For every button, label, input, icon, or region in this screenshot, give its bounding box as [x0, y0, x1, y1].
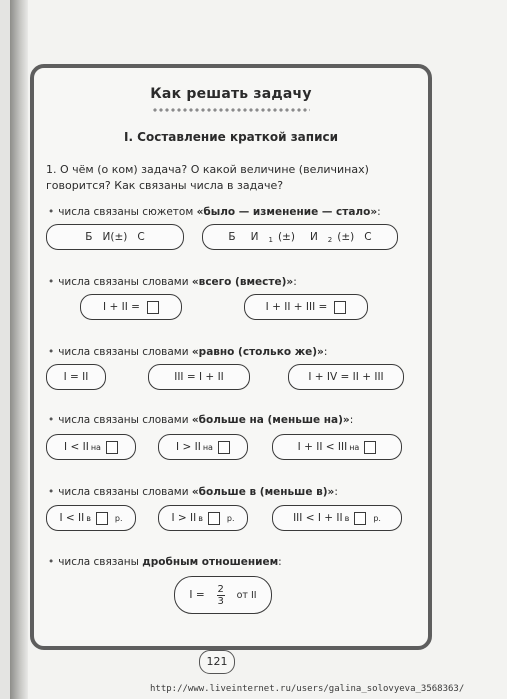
bullet-lead: числа связаны словами — [58, 486, 192, 498]
watermark-url: http://www.liveinternet.ru/users/galina_solovyeva_3568363/ — [150, 684, 465, 694]
formula-sum-three — [244, 294, 368, 320]
formula-text: I + II < III — [297, 441, 348, 453]
formula-word: на — [202, 442, 213, 452]
formula-word: р. — [114, 513, 123, 523]
bullet-bold: дробным отношением — [142, 556, 279, 568]
formula-text: I = — [189, 589, 205, 601]
formula-term: Б — [228, 231, 236, 243]
formula-equal-3 — [288, 364, 404, 390]
bullet-lead: числа связаны — [58, 556, 143, 568]
section-subtitle: I. Составление краткой записи — [123, 130, 338, 144]
formula-word: в — [86, 513, 91, 523]
fraction-numerator: 2 — [217, 583, 224, 595]
formula-text: III = I + II — [174, 371, 224, 383]
formula-less-times — [46, 505, 136, 531]
formula-more-by — [158, 434, 248, 460]
formula-word: в — [198, 513, 203, 523]
title-dotted-divider — [152, 108, 310, 112]
empty-box — [147, 301, 159, 314]
bullet-times — [48, 486, 338, 498]
bullet-bold: «больше в (меньше в)» — [191, 486, 335, 498]
formula-sum-less-by — [272, 434, 402, 460]
empty-box — [364, 441, 376, 454]
formula-sum-two — [80, 294, 182, 320]
bullet-tail: : — [349, 414, 354, 426]
bullet-lead: числа связаны словами — [58, 346, 192, 358]
empty-box — [334, 301, 346, 314]
bullet-dot: • — [48, 346, 55, 358]
bullet-tail: : — [377, 206, 381, 218]
bullet-tail: : — [323, 346, 328, 358]
formula-b-i1-i2-c — [202, 224, 398, 250]
bullet-bold: «всего (вместе)» — [191, 276, 294, 288]
empty-box — [106, 441, 118, 454]
formula-text: I > II — [171, 512, 197, 524]
bullet-fraction — [48, 556, 282, 568]
formula-b-i-c — [46, 224, 184, 250]
formula-equal-1 — [46, 364, 106, 390]
formula-sign: (±) — [277, 230, 295, 243]
formula-text: I + II + III = — [265, 301, 328, 313]
empty-box — [208, 512, 220, 525]
formula-text: I < II — [59, 512, 85, 524]
formula-sum-times — [272, 505, 402, 531]
bullet-dot: • — [48, 556, 55, 568]
formula-text: от II — [236, 589, 257, 601]
bullet-dot: • — [48, 414, 55, 426]
empty-box — [354, 512, 366, 525]
formula-text: I > II — [176, 441, 201, 453]
page-title: Как решать задачу — [150, 86, 312, 102]
formula-text: I + II = — [103, 301, 140, 313]
empty-box — [218, 441, 230, 454]
bullet-bold: «равно (столько же)» — [191, 346, 324, 358]
formula-text: III < I + II — [293, 512, 343, 524]
formula-term — [246, 231, 295, 244]
formula-term: С — [364, 231, 372, 243]
formula-word: на — [349, 442, 360, 452]
bullet-more-by — [48, 414, 353, 426]
bullet-bold: «было — изменение — стало» — [196, 206, 378, 218]
fraction — [212, 584, 230, 607]
page-number: 121 — [199, 650, 235, 674]
bullet-lead: числа связаны словами — [58, 414, 192, 426]
formula-letter: И — [309, 230, 318, 243]
empty-box — [96, 512, 108, 525]
bullet-story — [48, 206, 381, 218]
bullet-lead: числа связаны словами — [58, 276, 192, 288]
bullet-bold: «больше на (меньше на)» — [191, 414, 350, 426]
formula-text: I < II — [64, 441, 89, 453]
formula-less-by — [46, 434, 136, 460]
formula-term — [305, 231, 354, 244]
formula-equal-2 — [148, 364, 250, 390]
formula-fraction — [174, 576, 272, 614]
formula-text: I = II — [63, 371, 89, 383]
formula-word: на — [90, 442, 101, 452]
bullet-total — [48, 276, 297, 288]
bullet-equal — [48, 346, 327, 358]
fraction-denominator: 3 — [217, 595, 224, 607]
bullet-tail: : — [334, 486, 338, 498]
bullet-lead: числа связаны сюжетом — [58, 206, 197, 218]
bullet-dot: • — [48, 276, 55, 288]
formula-text: I + IV = II + III — [308, 371, 384, 383]
formula-word: в — [344, 513, 350, 523]
formula-word: р. — [226, 513, 235, 523]
formula-sign: (±) — [337, 230, 355, 243]
book-page — [10, 0, 507, 699]
formula-letter: И — [250, 230, 259, 243]
question-text: 1. О чём (о ком) задача? О какой величине (величинах) говорится? Как связаны числа в задаче? — [46, 163, 369, 192]
formula-word: р. — [373, 513, 381, 523]
bullet-dot: • — [48, 486, 55, 498]
formula-term: И(±) — [102, 231, 128, 243]
bullet-tail: : — [278, 556, 282, 568]
formula-term: Б — [85, 231, 93, 243]
formula-more-times — [158, 505, 248, 531]
book-spine — [10, 0, 28, 699]
bullet-dot: • — [48, 206, 55, 218]
content-frame — [30, 64, 432, 650]
formula-subscript: 1 — [268, 235, 273, 244]
formula-subscript: 2 — [327, 235, 333, 244]
formula-term: С — [137, 231, 145, 243]
bullet-tail: : — [293, 276, 297, 288]
